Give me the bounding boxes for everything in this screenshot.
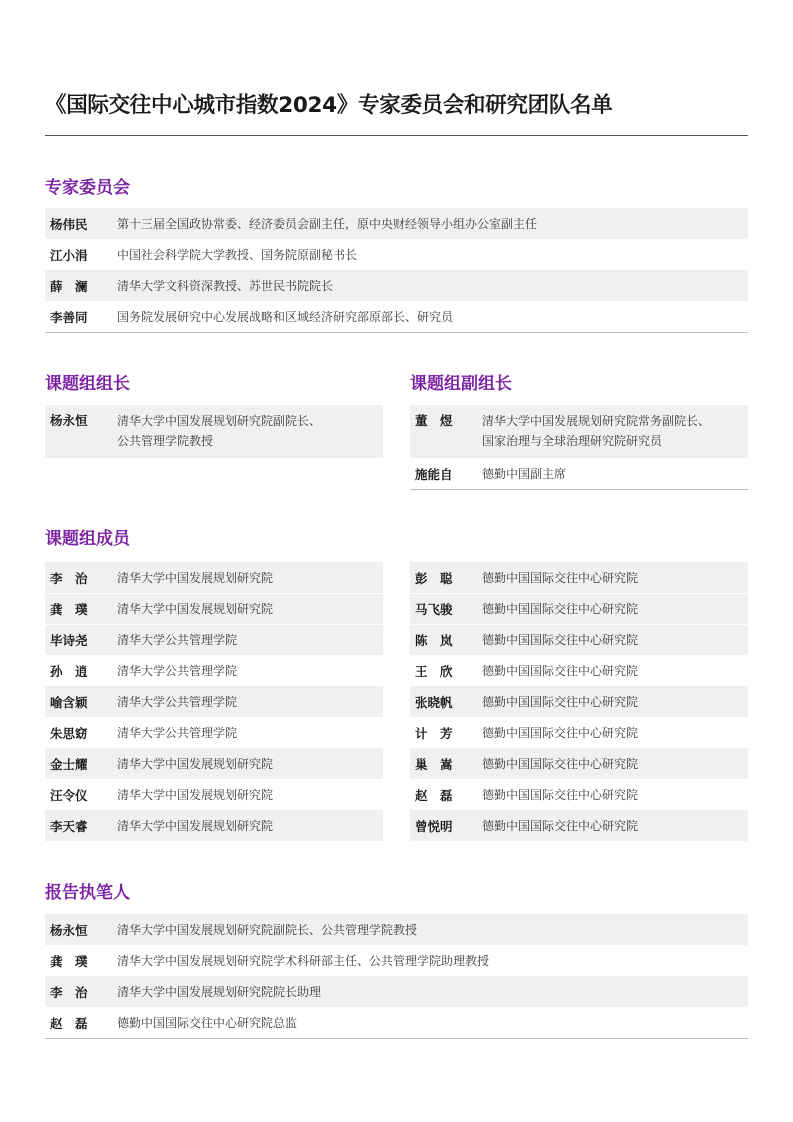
table-row bbox=[410, 748, 748, 779]
member-title: 清华大学文科资深教授、苏世民书院院长 bbox=[117, 278, 334, 293]
member-title: 德勤中国副主席 bbox=[482, 466, 567, 481]
author-title: 清华大学中国发展规划研究院学术科研部主任、公共管理学院助理教授 bbox=[117, 953, 490, 968]
authors-table bbox=[45, 914, 748, 1039]
table-row bbox=[45, 914, 748, 945]
table-row bbox=[45, 1007, 748, 1038]
member-affiliation: 德勤中国国际交往中心研究院 bbox=[482, 633, 639, 647]
member-name: 彭 聪 bbox=[415, 570, 453, 586]
table-row bbox=[410, 624, 748, 655]
member-affiliation: 德勤中国国际交往中心研究院 bbox=[482, 787, 639, 802]
table-row bbox=[410, 562, 748, 593]
member-title-line: 国家治理与全球治理研究院研究员 bbox=[482, 434, 663, 448]
title-divider bbox=[45, 135, 748, 136]
table-row bbox=[45, 748, 383, 779]
member-name: 马飞骏 bbox=[415, 602, 453, 617]
table-row bbox=[45, 976, 748, 1007]
group-members-left-table bbox=[45, 562, 383, 841]
member-name: 施能自 bbox=[415, 466, 453, 482]
member-name: 喻含颖 bbox=[50, 694, 88, 710]
author-title: 清华大学中国发展规划研究院副院长、公共管理学院教授 bbox=[117, 922, 418, 937]
member-name: 龚 璞 bbox=[50, 602, 88, 617]
member-name: 赵 磊 bbox=[415, 787, 453, 803]
table-row bbox=[45, 270, 748, 301]
member-name: 董 煜 bbox=[415, 413, 453, 428]
member-affiliation: 清华大学中国发展规划研究院 bbox=[117, 818, 274, 833]
member-affiliation: 清华大学中国发展规划研究院 bbox=[117, 756, 274, 771]
group-members-heading: 课题组成员 bbox=[45, 529, 130, 549]
member-affiliation: 德勤中国国际交往中心研究院 bbox=[482, 602, 639, 616]
member-title: 第十三届全国政协常委、经济委员会副主任，原中央财经领导小组办公室副主任 bbox=[117, 216, 538, 231]
member-name: 巢 嵩 bbox=[415, 756, 453, 772]
member-name: 杨伟民 bbox=[50, 216, 88, 232]
member-name: 薛 澜 bbox=[50, 278, 88, 294]
table-row bbox=[410, 593, 748, 624]
member-title-line: 公共管理学院教授 bbox=[117, 434, 214, 448]
member-affiliation: 清华大学公共管理学院 bbox=[117, 694, 238, 709]
table-row bbox=[410, 405, 748, 458]
table-row bbox=[45, 686, 383, 717]
member-name: 李 治 bbox=[50, 570, 88, 586]
member-affiliation: 清华大学中国发展规划研究院 bbox=[117, 570, 274, 585]
member-title: 中国社会科学院大学教授、国务院原副秘书长 bbox=[117, 247, 358, 262]
table-row bbox=[45, 810, 383, 841]
member-name: 李善同 bbox=[50, 309, 88, 325]
table-row bbox=[45, 301, 748, 332]
author-name: 龚 璞 bbox=[50, 953, 88, 969]
table-row bbox=[45, 593, 383, 624]
author-title: 清华大学中国发展规划研究院院长助理 bbox=[117, 984, 322, 999]
member-title: 国务院发展研究中心发展战略和区域经济研究部原部长、研究员 bbox=[117, 309, 454, 324]
table-row bbox=[45, 562, 383, 593]
member-name: 杨永恒 bbox=[50, 413, 88, 428]
author-name: 杨永恒 bbox=[50, 922, 88, 938]
member-affiliation: 德勤中国国际交往中心研究院 bbox=[482, 694, 639, 709]
member-affiliation: 清华大学公共管理学院 bbox=[117, 633, 238, 647]
member-name: 张晓帆 bbox=[415, 694, 453, 710]
expert-committee-heading: 专家委员会 bbox=[45, 178, 130, 198]
member-title-line: 清华大学中国发展规划研究院副院长、 bbox=[117, 414, 322, 428]
table-row bbox=[410, 686, 748, 717]
table-row bbox=[45, 208, 748, 239]
member-title bbox=[117, 411, 383, 451]
member-affiliation: 清华大学中国发展规划研究院 bbox=[117, 602, 274, 616]
table-row bbox=[410, 717, 748, 748]
member-affiliation: 清华大学公共管理学院 bbox=[117, 725, 238, 740]
table-row bbox=[45, 945, 748, 976]
deputy-leader-heading: 课题组副组长 bbox=[410, 374, 512, 394]
member-affiliation: 德勤中国国际交往中心研究院 bbox=[482, 663, 639, 678]
table-row bbox=[45, 405, 383, 458]
member-title bbox=[482, 411, 748, 451]
author-title: 德勤中国国际交往中心研究院总监 bbox=[117, 1015, 298, 1030]
table-row bbox=[45, 717, 383, 748]
member-name: 孙 逍 bbox=[50, 663, 88, 679]
member-affiliation: 德勤中国国际交往中心研究院 bbox=[482, 818, 639, 833]
member-affiliation: 德勤中国国际交往中心研究院 bbox=[482, 756, 639, 771]
member-name: 金士耀 bbox=[50, 756, 88, 772]
member-affiliation: 德勤中国国际交往中心研究院 bbox=[482, 570, 639, 585]
group-members-right-table bbox=[410, 562, 748, 841]
table-row bbox=[410, 810, 748, 841]
member-name: 计 芳 bbox=[415, 725, 453, 741]
expert-committee-table bbox=[45, 208, 748, 333]
table-row bbox=[45, 239, 748, 270]
table-row bbox=[45, 624, 383, 655]
member-name: 陈 岚 bbox=[415, 633, 453, 648]
table-row bbox=[45, 655, 383, 686]
table-row bbox=[410, 779, 748, 810]
member-affiliation: 清华大学中国发展规划研究院 bbox=[117, 787, 274, 802]
authors-heading: 报告执笔人 bbox=[45, 883, 130, 903]
author-name: 李 治 bbox=[50, 984, 88, 1000]
member-name: 曾悦明 bbox=[415, 818, 453, 834]
member-affiliation: 德勤中国国际交往中心研究院 bbox=[482, 725, 639, 740]
member-name: 毕诗尧 bbox=[50, 633, 88, 648]
member-title-line: 清华大学中国发展规划研究院常务副院长、 bbox=[482, 414, 711, 428]
member-name: 朱思窈 bbox=[50, 725, 88, 741]
group-leader-table bbox=[45, 405, 383, 458]
member-name: 李天睿 bbox=[50, 818, 88, 834]
member-affiliation: 清华大学公共管理学院 bbox=[117, 663, 238, 678]
member-name: 江小涓 bbox=[50, 247, 88, 263]
member-name: 汪令仪 bbox=[50, 787, 88, 803]
table-row bbox=[45, 779, 383, 810]
table-row bbox=[410, 458, 748, 489]
author-name: 赵 磊 bbox=[50, 1015, 88, 1031]
deputy-leader-table bbox=[410, 405, 748, 490]
group-leader-heading: 课题组组长 bbox=[45, 374, 130, 394]
member-name: 王 欣 bbox=[415, 663, 453, 679]
page-title: 《国际交往中心城市指数2024》专家委员会和研究团队名单 bbox=[45, 93, 613, 118]
table-row bbox=[410, 655, 748, 686]
